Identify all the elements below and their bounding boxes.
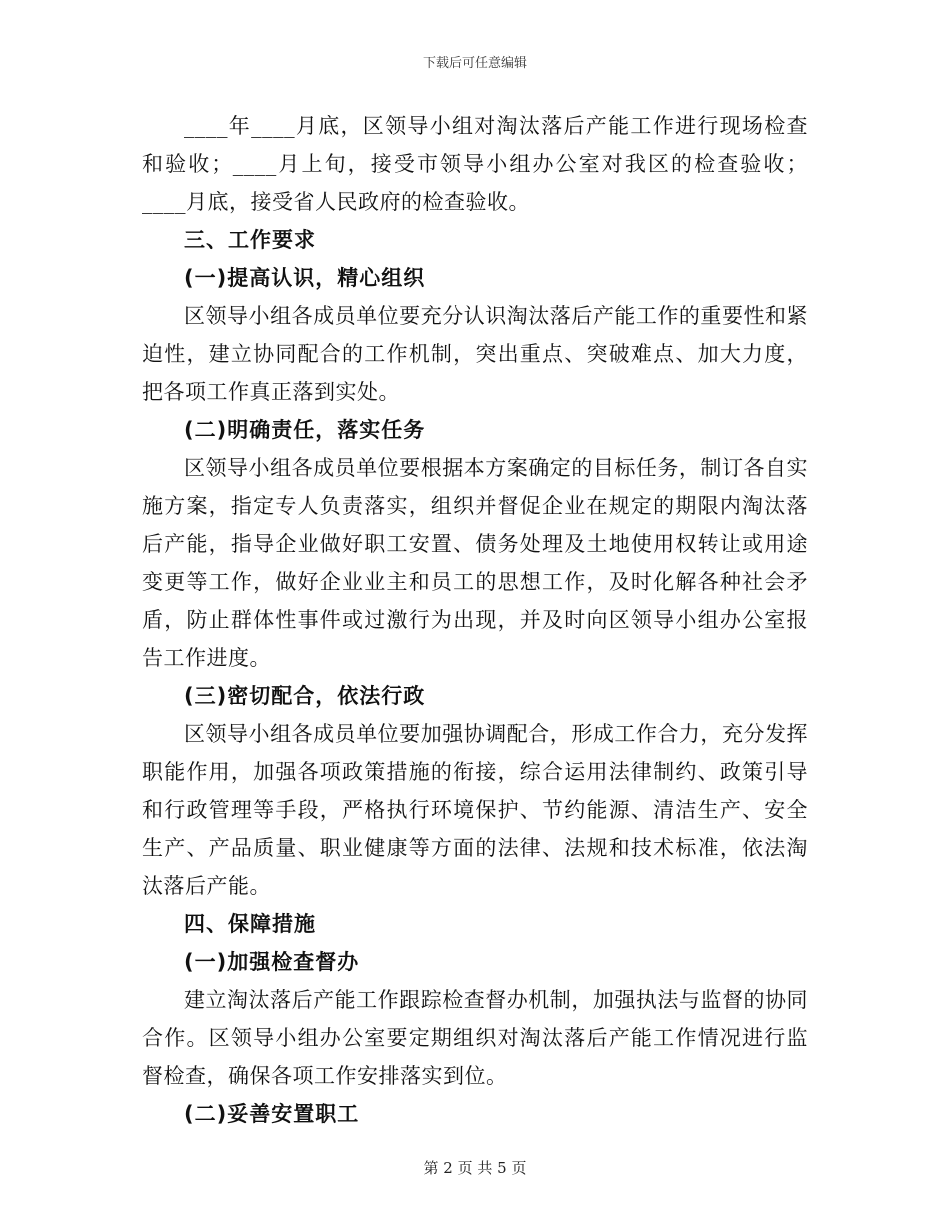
- subheading-clarify-responsibility: (二)明确责任，落实任务: [184, 418, 426, 442]
- page-header: 下载后可任意编辑: [422, 56, 527, 71]
- section-heading-safeguard-measures: 四、保障措施: [184, 912, 316, 936]
- subheading-resettle-workers: (二)妥善安置职工: [184, 1102, 360, 1126]
- section-heading-work-requirements: 三、工作要求: [184, 228, 316, 252]
- paragraph-close-cooperation: 区领导小组各成员单位要加强协调配合，形成工作合力，充分发挥职能作用，加强各项政策措施的衔接，综合运用法律制约、政策引导和行政管理等手段，严格执行环境保护、节约能源、清洁生产、安全生产、产品质量、职业健康等方面的法律、法规和技术标准，依法淘汰落后产能。: [142, 722, 808, 898]
- paragraph-clarify-responsibility: 区领导小组各成员单位要根据本方案确定的目标任务，制订各自实施方案，指定专人负责落实，组织并督促企业在规定的期限内淘汰落后产能，指导企业做好职工安置、债务处理及土地使用权转让或用途变更等工作，做好企业业主和员工的思想工作，及时化解各种社会矛盾，防止群体性事件或过激行为出现，并及时向区领导小组办公室报告工作进度。: [142, 456, 808, 670]
- subheading-raise-awareness: (一)提高认识，精心组织: [184, 266, 426, 290]
- paragraph-strengthen-inspection: 建立淘汰落后产能工作跟踪检查督办机制，加强执法与监督的协同合作。区领导小组办公室要定期组织对淘汰落后产能工作情况进行监督检查，确保各项工作安排落实到位。: [142, 988, 808, 1088]
- document-body: [142, 107, 808, 1133]
- page-number-footer: 第 2 页 共 5 页: [423, 1159, 527, 1177]
- subheading-strengthen-inspection: (一)加强检查督办: [184, 950, 360, 974]
- subheading-close-cooperation: (三)密切配合，依法行政: [184, 684, 426, 708]
- paragraph-raise-awareness: 区领导小组各成员单位要充分认识淘汰落后产能工作的重要性和紧迫性，建立协同配合的工作机制，突出重点、突破难点、加大力度，把各项工作真正落到实处。: [142, 304, 808, 404]
- paragraph-inspection-schedule: ____年____月底，区领导小组对淘汰落后产能工作进行现场检查和验收；____月上旬，接受市领导小组办公室对我区的检查验收；____月底，接受省人民政府的检查验收。: [142, 114, 808, 214]
